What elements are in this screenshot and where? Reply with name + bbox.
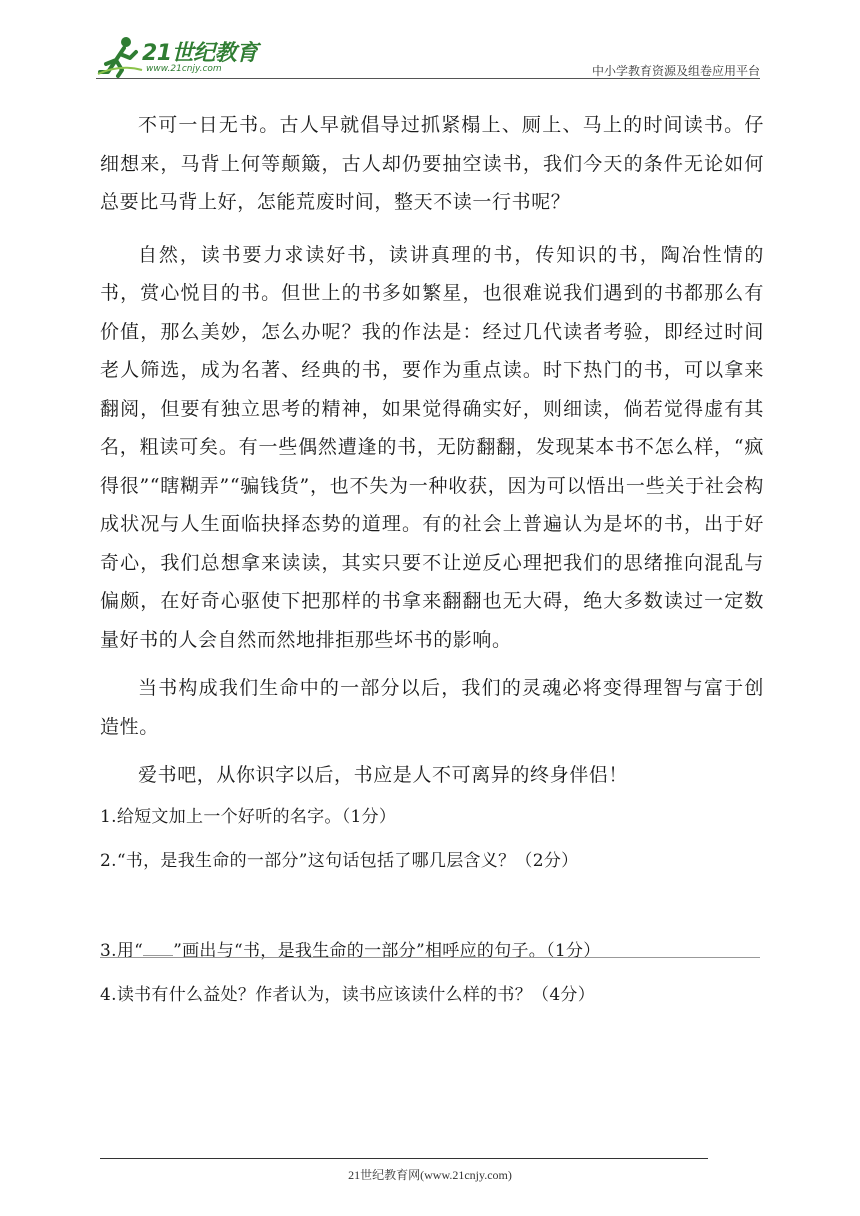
header-tagline: 中小学教育资源及组卷应用平台 (591, 64, 760, 78)
answer-line[interactable] (100, 957, 760, 958)
footer-divider (100, 1158, 708, 1159)
question-3-text: ”画出与“书，是我生命的一部分”相呼应的句子。（1分） (173, 940, 601, 961)
question-1: 1.给短文加上一个好听的名字。（1分） (100, 806, 397, 827)
page-header (96, 30, 760, 80)
question-3 (100, 929, 764, 973)
question-4: 4.读书有什么益处？作者认为，读书应该读什么样的书？（4分） (100, 984, 596, 1005)
logo (96, 34, 266, 80)
logo-text: 21世纪教育 (142, 41, 258, 66)
passage-paragraph-2: 自然，读书要力求读好书，读讲真理的书，传知识的书，陶冶性情的书，赏心悦目的书。但世上的书多如繁星，也很难说我们遇到的书都那么有价值，那么美妙，怎么办呢？我的作法是：经过几代读者考验，即经过时间老人筛选，成为名著、经典的书，要作为重点读。时下热门的书，可以拿来翻阅，但要有独立思考的精神，如果觉得确实好，则细读，倘若觉得虚有其名，粗读可矣。有一些偶然遭逢的书，无防翻翻，发现某本书不怎么样，“疯得很”“瞎糊弄”“骗钱货”，也不失为一种收获，因为可以悟出一些关于社会构成状况与人生面临抉择态势的道理。有的社会上普遍认为是坏的书，出于好奇心，我们总想拿来读读，其实只要不让逆反心理把我们的思绪推向混乱与偏颇，在好奇心驱使下把那样的书拿来翻翻也无大碍，绝大多数读过一定数量好书的人会自然而然地排拒那些坏书的影响。 (100, 243, 764, 651)
passage-paragraph-4: 爱书吧，从你识字以后，书应是人不可离异的终身伴侣！ (138, 764, 629, 786)
underline-sample (143, 941, 173, 956)
page-footer: 21世纪教育网(www.21cnjy.com) (348, 1168, 512, 1182)
passage-paragraph-3: 当书构成我们生命中的一部分以后，我们的灵魂必将变得理智与富于创造性。 (100, 677, 764, 738)
runner-logo-icon (96, 34, 144, 78)
passage-paragraph-1: 不可一日无书。古人早就倡导过抓紧榻上、厕上、马上的时间读书。仔细想来，马背上何等颠簸，古人却仍要抽空读书，我们今天的条件无论如何总要比马背上好，怎能荒废时间，整天不读一行书呢？ (100, 114, 764, 213)
logo-url: www.21cnjy.com (146, 64, 222, 74)
question-3-prefix: 3.用“ (100, 940, 144, 961)
question-2: 2.“书，是我生命的一部分”这句话包括了哪几层含义？（2分） (100, 850, 579, 871)
header-divider (96, 78, 760, 79)
document-body (100, 106, 764, 1017)
